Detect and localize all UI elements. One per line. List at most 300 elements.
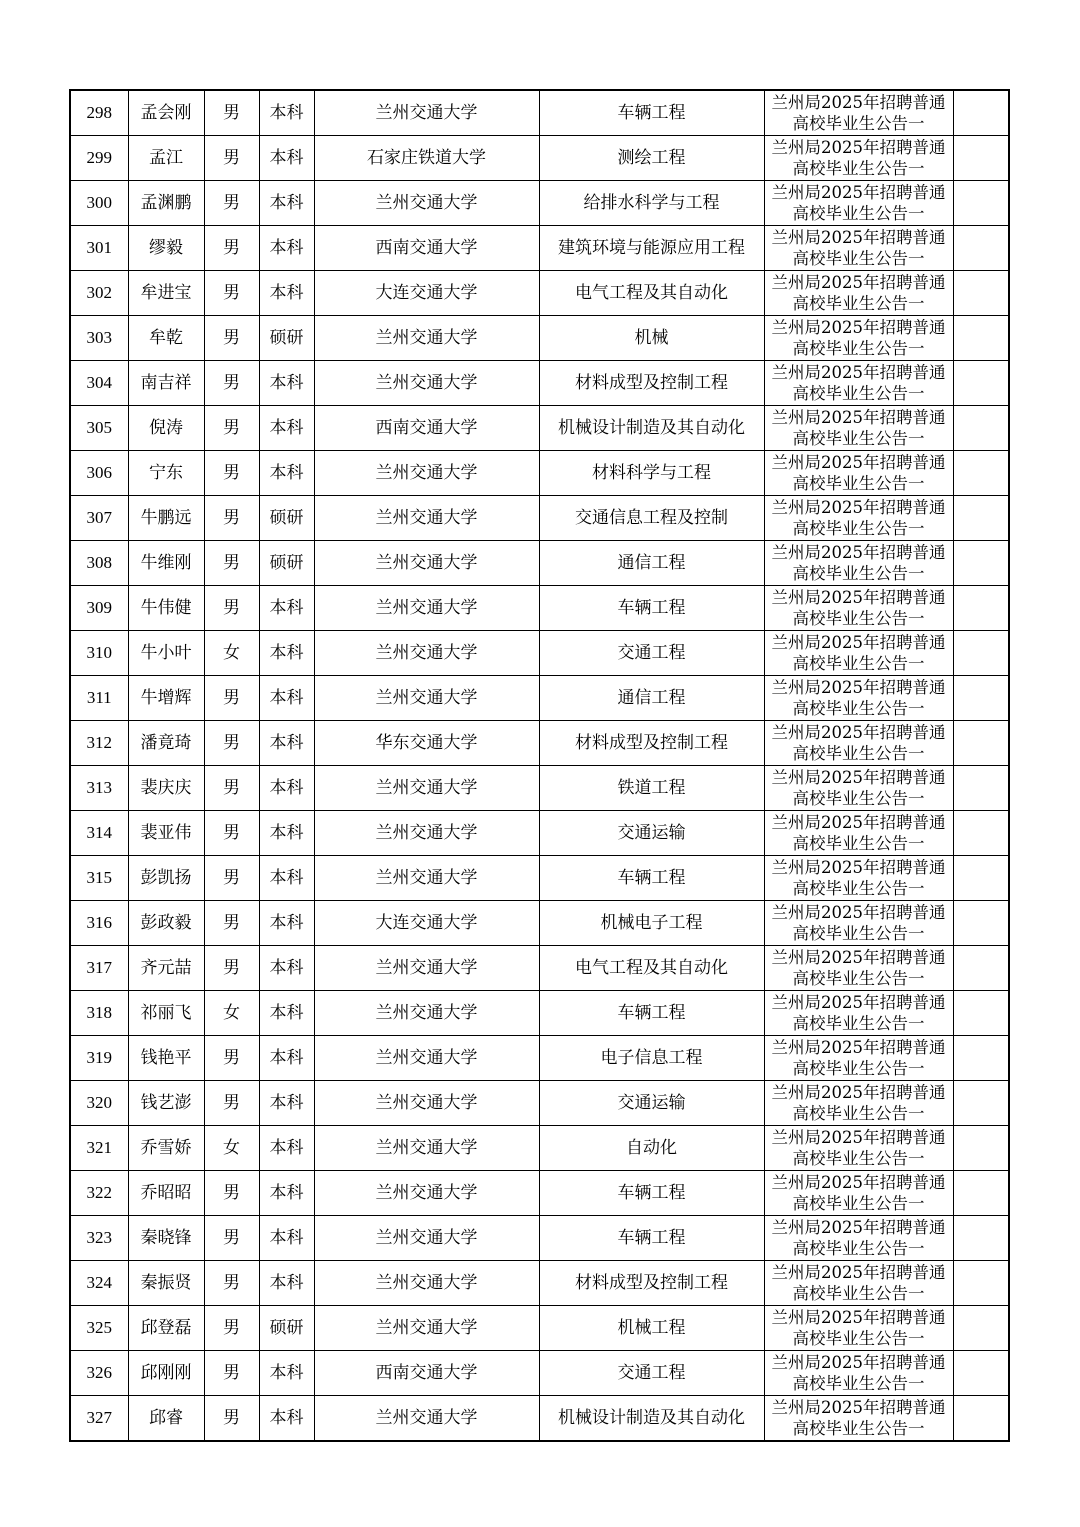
cell-blank — [953, 631, 1009, 676]
table-row — [70, 316, 1009, 361]
note-line-1: 兰州局2025年招聘普通 — [771, 723, 946, 742]
cell-number: 321 — [70, 1126, 128, 1171]
table-row — [70, 1036, 1009, 1081]
table-row — [70, 811, 1009, 856]
cell-name: 南吉祥 — [128, 361, 204, 406]
note-line-1: 兰州局2025年招聘普通 — [771, 993, 946, 1012]
cell-note — [764, 676, 953, 721]
table-row — [70, 721, 1009, 766]
cell-name: 乔雪娇 — [128, 1126, 204, 1171]
note-line-1: 兰州局2025年招聘普通 — [771, 1263, 946, 1282]
cell-note — [764, 766, 953, 811]
cell-name: 彭政毅 — [128, 901, 204, 946]
cell-blank — [953, 496, 1009, 541]
cell-blank — [953, 811, 1009, 856]
cell-blank — [953, 316, 1009, 361]
cell-major: 交通信息工程及控制 — [539, 496, 764, 541]
note-line-1: 兰州局2025年招聘普通 — [771, 1398, 946, 1417]
cell-number: 313 — [70, 766, 128, 811]
cell-gender: 男 — [204, 406, 259, 451]
note-line-2: 高校毕业生公告一 — [792, 519, 925, 538]
cell-number: 317 — [70, 946, 128, 991]
cell-school: 兰州交通大学 — [314, 586, 539, 631]
note-line-2: 高校毕业生公告一 — [792, 699, 925, 718]
table-row — [70, 361, 1009, 406]
note-line-2: 高校毕业生公告一 — [792, 744, 925, 763]
cell-degree: 本科 — [259, 856, 314, 901]
cell-blank — [953, 676, 1009, 721]
cell-number: 300 — [70, 181, 128, 226]
table-row — [70, 946, 1009, 991]
cell-number: 315 — [70, 856, 128, 901]
cell-note — [764, 721, 953, 766]
cell-number: 302 — [70, 271, 128, 316]
note-line-2: 高校毕业生公告一 — [792, 1284, 925, 1303]
cell-blank — [953, 136, 1009, 181]
cell-gender: 男 — [204, 1081, 259, 1126]
cell-major: 通信工程 — [539, 676, 764, 721]
note-line-2: 高校毕业生公告一 — [792, 339, 925, 358]
note-line-1: 兰州局2025年招聘普通 — [771, 498, 946, 517]
cell-school: 兰州交通大学 — [314, 676, 539, 721]
cell-note — [764, 541, 953, 586]
cell-school: 华东交通大学 — [314, 721, 539, 766]
cell-school: 西南交通大学 — [314, 1351, 539, 1396]
note-line-2: 高校毕业生公告一 — [792, 204, 925, 223]
cell-degree: 本科 — [259, 811, 314, 856]
cell-degree: 本科 — [259, 1126, 314, 1171]
cell-note — [764, 856, 953, 901]
cell-gender: 女 — [204, 1126, 259, 1171]
cell-name: 宁东 — [128, 451, 204, 496]
cell-major: 车辆工程 — [539, 90, 764, 136]
cell-school: 兰州交通大学 — [314, 1261, 539, 1306]
cell-blank — [953, 991, 1009, 1036]
cell-number: 308 — [70, 541, 128, 586]
note-line-1: 兰州局2025年招聘普通 — [771, 1038, 946, 1057]
cell-degree: 本科 — [259, 181, 314, 226]
cell-school: 兰州交通大学 — [314, 361, 539, 406]
note-line-2: 高校毕业生公告一 — [792, 924, 925, 943]
note-line-2: 高校毕业生公告一 — [792, 1329, 925, 1348]
cell-name: 孟会刚 — [128, 90, 204, 136]
cell-major: 自动化 — [539, 1126, 764, 1171]
cell-gender: 男 — [204, 136, 259, 181]
cell-name: 秦晓锋 — [128, 1216, 204, 1261]
document-sheet — [69, 89, 1008, 1442]
table-row — [70, 1306, 1009, 1351]
note-line-1: 兰州局2025年招聘普通 — [771, 93, 946, 112]
cell-school: 兰州交通大学 — [314, 946, 539, 991]
note-line-2: 高校毕业生公告一 — [792, 474, 925, 493]
cell-name: 潘竟琦 — [128, 721, 204, 766]
note-line-1: 兰州局2025年招聘普通 — [771, 1173, 946, 1192]
cell-gender: 男 — [204, 1216, 259, 1261]
cell-school: 西南交通大学 — [314, 226, 539, 271]
note-line-1: 兰州局2025年招聘普通 — [771, 633, 946, 652]
note-line-2: 高校毕业生公告一 — [792, 654, 925, 673]
cell-gender: 男 — [204, 676, 259, 721]
cell-major: 机械 — [539, 316, 764, 361]
note-line-2: 高校毕业生公告一 — [792, 1239, 925, 1258]
cell-major: 机械设计制造及其自动化 — [539, 1396, 764, 1442]
cell-blank — [953, 946, 1009, 991]
cell-number: 299 — [70, 136, 128, 181]
cell-name: 牟进宝 — [128, 271, 204, 316]
note-line-1: 兰州局2025年招聘普通 — [771, 1128, 946, 1147]
note-line-2: 高校毕业生公告一 — [792, 429, 925, 448]
cell-blank — [953, 721, 1009, 766]
cell-note — [764, 271, 953, 316]
cell-number: 303 — [70, 316, 128, 361]
cell-number: 301 — [70, 226, 128, 271]
cell-major: 材料科学与工程 — [539, 451, 764, 496]
note-line-2: 高校毕业生公告一 — [792, 1014, 925, 1033]
cell-name: 乔昭昭 — [128, 1171, 204, 1216]
cell-number: 306 — [70, 451, 128, 496]
note-line-2: 高校毕业生公告一 — [792, 879, 925, 898]
cell-name: 钱艺澎 — [128, 1081, 204, 1126]
note-line-2: 高校毕业生公告一 — [792, 1149, 925, 1168]
cell-note — [764, 451, 953, 496]
cell-name: 缪毅 — [128, 226, 204, 271]
cell-number: 322 — [70, 1171, 128, 1216]
cell-blank — [953, 1306, 1009, 1351]
cell-note — [764, 586, 953, 631]
cell-number: 319 — [70, 1036, 128, 1081]
note-line-1: 兰州局2025年招聘普通 — [771, 768, 946, 787]
cell-name: 裴亚伟 — [128, 811, 204, 856]
table-row — [70, 541, 1009, 586]
cell-major: 交通运输 — [539, 1081, 764, 1126]
cell-degree: 硕研 — [259, 1306, 314, 1351]
cell-school: 兰州交通大学 — [314, 1216, 539, 1261]
cell-number: 310 — [70, 631, 128, 676]
table-row — [70, 271, 1009, 316]
cell-school: 西南交通大学 — [314, 406, 539, 451]
cell-note — [764, 90, 953, 136]
cell-school: 兰州交通大学 — [314, 766, 539, 811]
cell-note — [764, 136, 953, 181]
cell-name: 祁丽飞 — [128, 991, 204, 1036]
table-row — [70, 496, 1009, 541]
cell-name: 牛小叶 — [128, 631, 204, 676]
cell-school: 兰州交通大学 — [314, 1081, 539, 1126]
cell-major: 机械电子工程 — [539, 901, 764, 946]
note-line-1: 兰州局2025年招聘普通 — [771, 543, 946, 562]
table-row — [70, 856, 1009, 901]
cell-note — [764, 1036, 953, 1081]
cell-gender: 男 — [204, 946, 259, 991]
cell-name: 邱刚刚 — [128, 1351, 204, 1396]
cell-gender: 男 — [204, 811, 259, 856]
cell-major: 电气工程及其自动化 — [539, 271, 764, 316]
cell-school: 大连交通大学 — [314, 271, 539, 316]
cell-major: 车辆工程 — [539, 856, 764, 901]
cell-major: 交通工程 — [539, 1351, 764, 1396]
note-line-1: 兰州局2025年招聘普通 — [771, 903, 946, 922]
table-row — [70, 181, 1009, 226]
cell-name: 牛鹏远 — [128, 496, 204, 541]
cell-note — [764, 181, 953, 226]
table-body — [70, 90, 1009, 1441]
cell-blank — [953, 271, 1009, 316]
cell-degree: 本科 — [259, 721, 314, 766]
cell-blank — [953, 181, 1009, 226]
cell-school: 兰州交通大学 — [314, 451, 539, 496]
cell-number: 316 — [70, 901, 128, 946]
cell-school: 兰州交通大学 — [314, 811, 539, 856]
cell-number: 304 — [70, 361, 128, 406]
cell-degree: 本科 — [259, 1216, 314, 1261]
note-line-1: 兰州局2025年招聘普通 — [771, 678, 946, 697]
cell-blank — [953, 1396, 1009, 1442]
table-row — [70, 136, 1009, 181]
cell-degree: 本科 — [259, 1261, 314, 1306]
note-line-1: 兰州局2025年招聘普通 — [771, 228, 946, 247]
cell-degree: 本科 — [259, 1081, 314, 1126]
cell-name: 邱登磊 — [128, 1306, 204, 1351]
cell-gender: 男 — [204, 721, 259, 766]
cell-major: 车辆工程 — [539, 991, 764, 1036]
note-line-1: 兰州局2025年招聘普通 — [771, 408, 946, 427]
cell-name: 秦振贤 — [128, 1261, 204, 1306]
table-row — [70, 1081, 1009, 1126]
cell-school: 石家庄铁道大学 — [314, 136, 539, 181]
table-row — [70, 1351, 1009, 1396]
cell-blank — [953, 541, 1009, 586]
cell-major: 车辆工程 — [539, 1171, 764, 1216]
cell-gender: 男 — [204, 541, 259, 586]
cell-blank — [953, 1126, 1009, 1171]
cell-note — [764, 1306, 953, 1351]
cell-name: 彭凯扬 — [128, 856, 204, 901]
cell-note — [764, 361, 953, 406]
note-line-1: 兰州局2025年招聘普通 — [771, 183, 946, 202]
cell-major: 铁道工程 — [539, 766, 764, 811]
note-line-2: 高校毕业生公告一 — [792, 159, 925, 178]
cell-major: 材料成型及控制工程 — [539, 1261, 764, 1306]
table-row — [70, 766, 1009, 811]
note-line-2: 高校毕业生公告一 — [792, 789, 925, 808]
cell-gender: 男 — [204, 1036, 259, 1081]
table-row — [70, 451, 1009, 496]
cell-gender: 男 — [204, 451, 259, 496]
note-line-1: 兰州局2025年招聘普通 — [771, 1308, 946, 1327]
cell-gender: 男 — [204, 496, 259, 541]
cell-name: 钱艳平 — [128, 1036, 204, 1081]
cell-blank — [953, 1171, 1009, 1216]
cell-number: 320 — [70, 1081, 128, 1126]
note-line-1: 兰州局2025年招聘普通 — [771, 453, 946, 472]
cell-degree: 本科 — [259, 226, 314, 271]
cell-note — [764, 496, 953, 541]
cell-number: 298 — [70, 90, 128, 136]
cell-major: 材料成型及控制工程 — [539, 361, 764, 406]
cell-gender: 男 — [204, 901, 259, 946]
note-line-2: 高校毕业生公告一 — [792, 834, 925, 853]
cell-degree: 本科 — [259, 1396, 314, 1442]
cell-note — [764, 1261, 953, 1306]
note-line-1: 兰州局2025年招聘普通 — [771, 1218, 946, 1237]
cell-gender: 男 — [204, 1351, 259, 1396]
cell-major: 交通工程 — [539, 631, 764, 676]
cell-note — [764, 631, 953, 676]
cell-major: 车辆工程 — [539, 586, 764, 631]
cell-number: 327 — [70, 1396, 128, 1442]
table-row — [70, 901, 1009, 946]
note-line-2: 高校毕业生公告一 — [792, 1194, 925, 1213]
cell-blank — [953, 90, 1009, 136]
cell-degree: 本科 — [259, 586, 314, 631]
cell-school: 兰州交通大学 — [314, 496, 539, 541]
cell-degree: 本科 — [259, 1171, 314, 1216]
cell-name: 邱睿 — [128, 1396, 204, 1442]
cell-gender: 男 — [204, 1396, 259, 1442]
cell-number: 326 — [70, 1351, 128, 1396]
cell-note — [764, 901, 953, 946]
cell-gender: 男 — [204, 856, 259, 901]
note-line-2: 高校毕业生公告一 — [792, 384, 925, 403]
cell-degree: 硕研 — [259, 496, 314, 541]
table-row — [70, 991, 1009, 1036]
cell-name: 孟江 — [128, 136, 204, 181]
cell-blank — [953, 766, 1009, 811]
cell-gender: 男 — [204, 1171, 259, 1216]
cell-school: 兰州交通大学 — [314, 90, 539, 136]
note-line-2: 高校毕业生公告一 — [792, 564, 925, 583]
cell-note — [764, 316, 953, 361]
cell-name: 牛增辉 — [128, 676, 204, 721]
cell-note — [764, 991, 953, 1036]
cell-degree: 本科 — [259, 406, 314, 451]
cell-note — [764, 226, 953, 271]
table-row — [70, 1396, 1009, 1442]
cell-degree: 本科 — [259, 136, 314, 181]
cell-blank — [953, 1216, 1009, 1261]
cell-blank — [953, 406, 1009, 451]
cell-school: 兰州交通大学 — [314, 1171, 539, 1216]
note-line-2: 高校毕业生公告一 — [792, 294, 925, 313]
cell-blank — [953, 361, 1009, 406]
table-row — [70, 226, 1009, 271]
table-row — [70, 676, 1009, 721]
note-line-1: 兰州局2025年招聘普通 — [771, 318, 946, 337]
cell-blank — [953, 586, 1009, 631]
table-row — [70, 631, 1009, 676]
note-line-1: 兰州局2025年招聘普通 — [771, 813, 946, 832]
cell-degree: 本科 — [259, 451, 314, 496]
cell-major: 车辆工程 — [539, 1216, 764, 1261]
cell-number: 323 — [70, 1216, 128, 1261]
cell-name: 牛维刚 — [128, 541, 204, 586]
cell-degree: 本科 — [259, 1351, 314, 1396]
cell-major: 测绘工程 — [539, 136, 764, 181]
cell-major: 给排水科学与工程 — [539, 181, 764, 226]
note-line-2: 高校毕业生公告一 — [792, 609, 925, 628]
cell-school: 兰州交通大学 — [314, 181, 539, 226]
note-line-1: 兰州局2025年招聘普通 — [771, 948, 946, 967]
note-line-2: 高校毕业生公告一 — [792, 1104, 925, 1123]
note-line-2: 高校毕业生公告一 — [792, 1419, 925, 1438]
cell-major: 电气工程及其自动化 — [539, 946, 764, 991]
cell-note — [764, 811, 953, 856]
cell-note — [764, 1216, 953, 1261]
table-row — [70, 406, 1009, 451]
cell-major: 通信工程 — [539, 541, 764, 586]
cell-major: 电子信息工程 — [539, 1036, 764, 1081]
cell-note — [764, 946, 953, 991]
cell-degree: 本科 — [259, 901, 314, 946]
note-line-2: 高校毕业生公告一 — [792, 969, 925, 988]
note-line-2: 高校毕业生公告一 — [792, 249, 925, 268]
note-line-1: 兰州局2025年招聘普通 — [771, 1083, 946, 1102]
note-line-1: 兰州局2025年招聘普通 — [771, 1353, 946, 1372]
cell-number: 305 — [70, 406, 128, 451]
cell-gender: 男 — [204, 181, 259, 226]
cell-gender: 男 — [204, 316, 259, 361]
cell-number: 311 — [70, 676, 128, 721]
note-line-1: 兰州局2025年招聘普通 — [771, 138, 946, 157]
table-row — [70, 1261, 1009, 1306]
hire-list-table — [69, 89, 1010, 1442]
table-row — [70, 1126, 1009, 1171]
note-line-1: 兰州局2025年招聘普通 — [771, 363, 946, 382]
cell-degree: 本科 — [259, 946, 314, 991]
cell-note — [764, 1351, 953, 1396]
cell-school: 兰州交通大学 — [314, 1126, 539, 1171]
cell-gender: 男 — [204, 1306, 259, 1351]
cell-school: 兰州交通大学 — [314, 541, 539, 586]
table-row — [70, 1171, 1009, 1216]
cell-name: 倪涛 — [128, 406, 204, 451]
cell-note — [764, 406, 953, 451]
cell-gender: 男 — [204, 361, 259, 406]
cell-degree: 本科 — [259, 766, 314, 811]
note-line-1: 兰州局2025年招聘普通 — [771, 858, 946, 877]
cell-gender: 女 — [204, 991, 259, 1036]
cell-degree: 本科 — [259, 991, 314, 1036]
cell-number: 318 — [70, 991, 128, 1036]
cell-blank — [953, 856, 1009, 901]
cell-note — [764, 1171, 953, 1216]
cell-note — [764, 1126, 953, 1171]
cell-major: 机械工程 — [539, 1306, 764, 1351]
cell-gender: 男 — [204, 271, 259, 316]
table-row — [70, 90, 1009, 136]
cell-blank — [953, 901, 1009, 946]
cell-school: 兰州交通大学 — [314, 1396, 539, 1442]
cell-school: 兰州交通大学 — [314, 631, 539, 676]
cell-name: 孟渊鹏 — [128, 181, 204, 226]
cell-major: 材料成型及控制工程 — [539, 721, 764, 766]
note-line-2: 高校毕业生公告一 — [792, 1374, 925, 1393]
cell-name: 牛伟健 — [128, 586, 204, 631]
cell-number: 307 — [70, 496, 128, 541]
cell-name: 裴庆庆 — [128, 766, 204, 811]
cell-school: 兰州交通大学 — [314, 856, 539, 901]
cell-degree: 本科 — [259, 676, 314, 721]
cell-degree: 本科 — [259, 361, 314, 406]
cell-gender: 男 — [204, 226, 259, 271]
cell-number: 325 — [70, 1306, 128, 1351]
cell-blank — [953, 1261, 1009, 1306]
cell-school: 大连交通大学 — [314, 901, 539, 946]
cell-number: 324 — [70, 1261, 128, 1306]
cell-gender: 女 — [204, 631, 259, 676]
cell-name: 牟乾 — [128, 316, 204, 361]
cell-gender: 男 — [204, 1261, 259, 1306]
